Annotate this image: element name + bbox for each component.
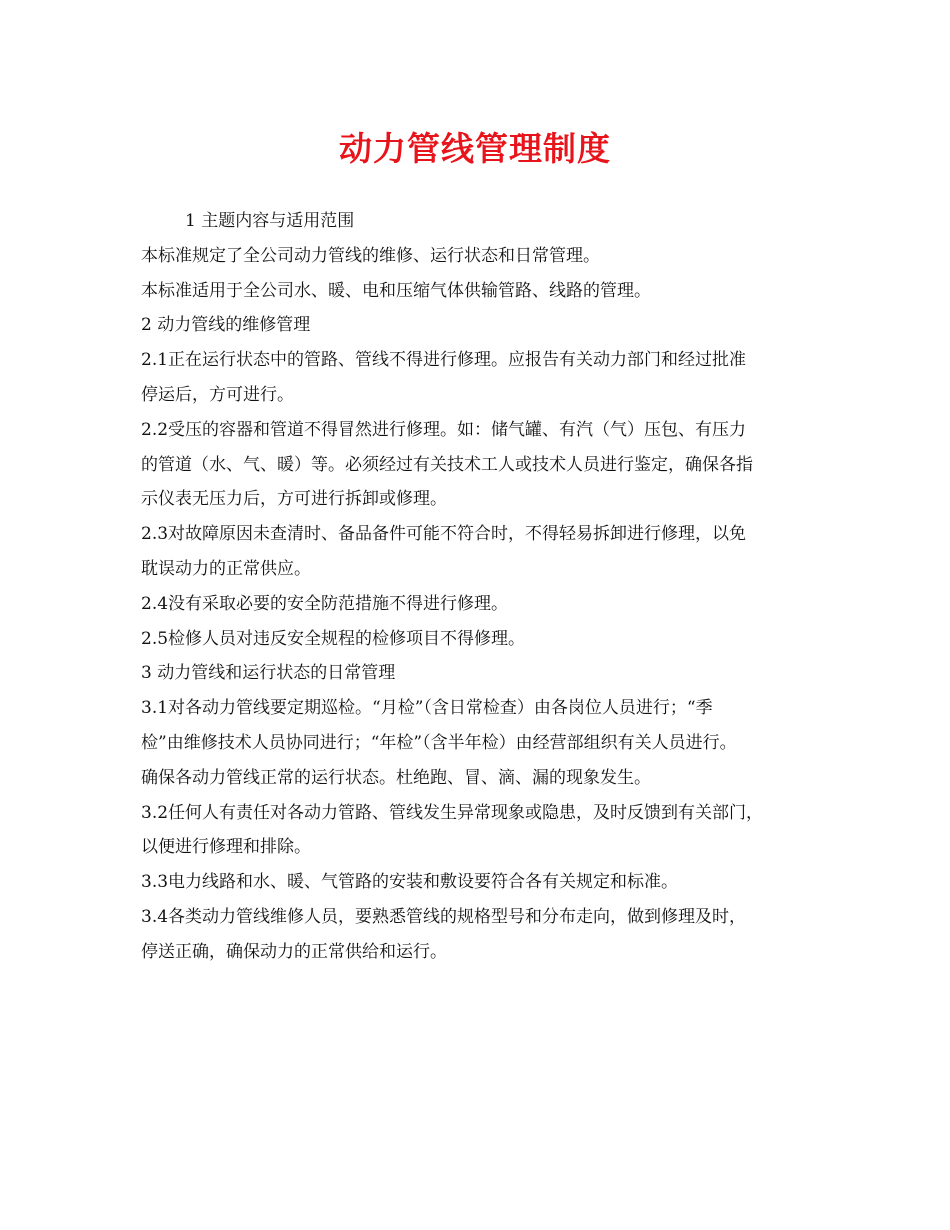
paragraph-line: 的管道（水、气、暖）等。必须经过有关技术工人或技术人员进行鉴定，确保各指 [141,454,753,475]
paragraph-line: 停送正确，确保动力的正常供给和运行。 [141,941,447,962]
document-body [141,204,831,970]
paragraph-line: 以便进行修理和排除。 [141,837,311,858]
clause-2-5: 2.5检修人员对违反安全规程的检修项目不得修理。 [141,628,526,649]
clause-3-2: 3.2任何人有责任对各动力管路、管线发生异常现象或隐患，及时反馈到有关部门， [141,802,764,823]
section-heading-1: 1 主题内容与适用范围 [185,211,355,231]
clause-3-3: 3.3电力线路和水、暖、气管路的安装和敷设要符合各有关规定和标准。 [141,872,679,893]
clause-3-4: 3.4各类动力管线维修人员，要熟悉管线的规格型号和分布走向，做到修理及时， [141,906,747,927]
section-heading-3: 3 动力管线和运行状态的日常管理 [141,663,396,684]
clause-2-4: 2.4没有采取必要的安全防范措施不得进行修理。 [141,593,509,614]
paragraph-line: 停运后，方可进行。 [141,384,294,405]
clause-2-1: 2.1正在运行状态中的管路、管线不得进行修理。应报告有关动力部门和经过批准 [141,350,747,371]
paragraph-line: 本标准适用于全公司水、暖、电和压缩气体供输管路、线路的管理。 [141,280,651,301]
clause-3-1: 3.1对各动力管线要定期巡检。“月检”（含日常检查）由各岗位人员进行；“季 [141,698,713,719]
clause-2-2: 2.2受压的容器和管道不得冒然进行修理。如：储气罐、有汽（气）压包、有压力 [141,419,747,440]
document-title: 动力管线管理制度 [339,129,611,168]
clause-2-3: 2.3对故障原因未查清时、备品备件可能不符合时，不得轻易拆卸进行修理，以免 [141,524,747,545]
paragraph-line: 确保各动力管线正常的运行状态。杜绝跑、冒、滴、漏的现象发生。 [141,767,651,788]
paragraph-line: 本标准规定了全公司动力管线的维修、运行状态和日常管理。 [141,245,600,266]
paragraph-line: 示仪表无压力后，方可进行拆卸或修理。 [141,489,447,510]
section-heading-2: 2 动力管线的维修管理 [141,315,311,336]
paragraph-line: 检”由维修技术人员协同进行；“年检”（含半年检）由经营部组织有关人员进行。 [141,732,737,753]
paragraph-line: 耽误动力的正常供应。 [141,558,311,579]
